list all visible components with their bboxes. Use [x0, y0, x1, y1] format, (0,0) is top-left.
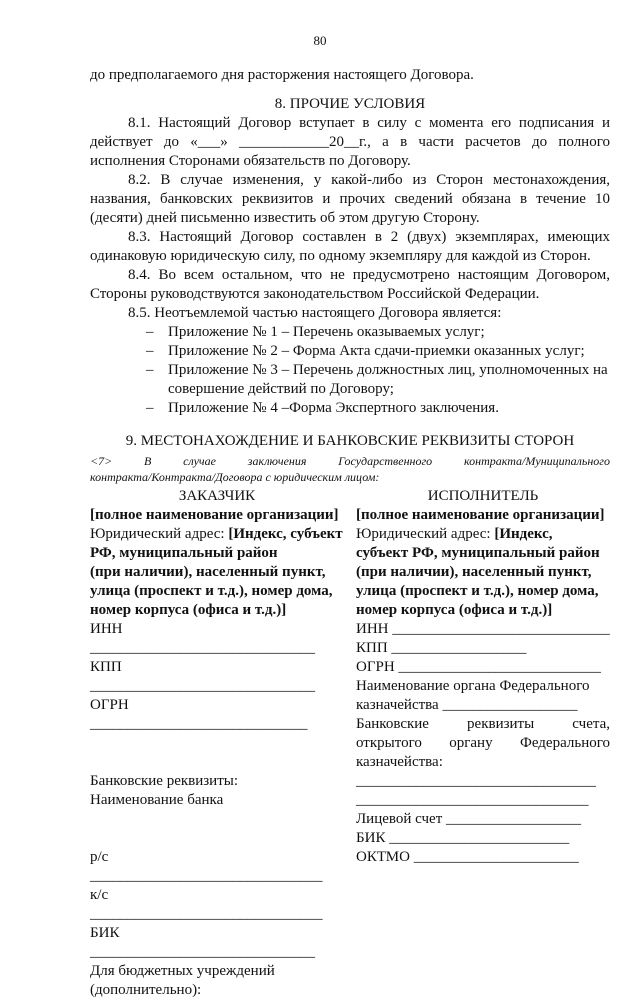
contractor-kpp: КПП __________________ [356, 640, 527, 656]
appendix-item: – Приложение № 2 – Форма Акта сдачи-приемки оказанных услуг; [146, 342, 610, 361]
clause-8-3: 8.3. Настоящий Договор составлен в 2 (двух) экземплярах, имеющих одинаковую юридическую силу, по одному экземпляру для каждой из Сторон. [90, 229, 610, 264]
contractor-treasury: казначейства __________________ [356, 697, 578, 713]
appendix-item: – Приложение № 1 – Перечень оказываемых услуг; [146, 323, 610, 342]
customer-inn: ИНН ______________________________ [90, 621, 315, 656]
section-8-title: 8. ПРОЧИЕ УСЛОВИЯ [274, 96, 426, 112]
customer-bank-label: Банковские реквизиты: [90, 773, 239, 789]
address-label: Юридический адрес: [356, 526, 495, 542]
customer-bank-name: Наименование банка [90, 792, 224, 808]
contractor-column [356, 487, 610, 1000]
contractor-bank-label: казначейства: [356, 754, 443, 770]
customer-ogrn: ОГРН _____________________________ [90, 697, 308, 732]
contractor-heading: ИСПОЛНИТЕЛЬ [427, 488, 539, 504]
contractor-bik: БИК ________________________ [356, 830, 570, 846]
clause-8-1: 8.1. Настоящий Договор вступает в силу с момента его подписания и действует до «___» ____________20__г., а в части расчетов до полного исполнения Сторонами обязательств по Договору. [90, 115, 610, 169]
customer-budget-note: (дополнительно): [90, 982, 202, 998]
contractor-treasury: Наименование органа Федерального [356, 678, 590, 694]
spacer [90, 810, 344, 848]
page-number: 80 [313, 33, 327, 48]
contractor-bank-label: Банковские реквизиты счета, [356, 716, 610, 732]
address-value: (при наличии), населенный пункт, [90, 564, 326, 580]
customer-rs: р/с _______________________________ [90, 849, 323, 884]
customer-address [90, 525, 344, 544]
customer-column [90, 487, 344, 1000]
customer-org-name: [полное наименование организации] [90, 507, 339, 523]
address-value: [Индекс, субъект [228, 526, 343, 542]
customer-budget-note: Для бюджетных учреждений [90, 963, 275, 979]
contractor-blank-line: ________________________________ [356, 773, 596, 789]
address-value: РФ, муниципальный район [90, 545, 278, 561]
address-value: улица (проспект и т.д.), номер дома, [356, 583, 599, 599]
contractor-oktmo: ОКТМО ______________________ [356, 849, 579, 865]
appendix-item: – Приложение № 4 –Форма Экспертного заключения. [146, 399, 610, 418]
clause-8-4: 8.4. Во всем остальном, что не предусмотрено настоящим Договором, Стороны руководствуются законодательством Российской Федерации. [90, 267, 610, 302]
contractor-ogrn: ОГРН ___________________________ [356, 659, 601, 675]
customer-bik: БИК ______________________________ [90, 925, 315, 960]
contractor-account: Лицевой счет __________________ [356, 811, 582, 827]
address-value: субъект РФ, муниципальный район [356, 545, 600, 561]
customer-heading: ЗАКАЗЧИК [178, 488, 256, 504]
appendix-item: – Приложение № 3 – Перечень должностных лиц, уполномоченных на совершение действий по Договору; [146, 361, 610, 399]
address-value: номер корпуса (офиса и т.д.)] [90, 602, 287, 618]
contractor-bank-label: открытого органу Федерального [356, 735, 610, 751]
address-value: улица (проспект и т.д.), номер дома, [90, 583, 333, 599]
contractor-address [356, 525, 610, 544]
address-label: Юридический адрес: [90, 526, 229, 542]
contractor-blank-line: _______________________________ [356, 792, 589, 808]
appendix-list [90, 323, 610, 418]
document-body [90, 66, 610, 1000]
clause-8-5: 8.5. Неотъемлемой частью настоящего Договора является: [128, 305, 502, 321]
requisites-columns [90, 487, 610, 1000]
address-value: [Индекс, [494, 526, 553, 542]
section-9-title: 9. МЕСТОНАХОЖДЕНИЕ И БАНКОВСКИЕ РЕКВИЗИТЫ СТОРОН [125, 433, 575, 449]
address-value: (при наличии), населенный пункт, [356, 564, 592, 580]
footnote-line-2: контракта/Контракта/Договора с юридическим лицом: [90, 470, 380, 484]
clause-8-2: 8.2. В случае изменения, у какой-либо из Сторон местонахождения, названия, банковских реквизитов и прочих сведений обязана в течение 10 (десяти) дней письменно известить об этом другую Сторону. [90, 172, 610, 226]
intro-line: до предполагаемого дня расторжения настоящего Договора. [90, 67, 474, 83]
customer-kpp: КПП ______________________________ [90, 659, 315, 694]
spacer [90, 734, 344, 772]
contractor-inn: ИНН _____________________________ [356, 621, 610, 637]
contractor-org-name: [полное наименование организации] [356, 507, 605, 523]
customer-ks: к/с _______________________________ [90, 887, 323, 922]
footnote-line-1: <7> В случае заключения Государственного контракта/Муниципального [90, 454, 610, 468]
address-value: номер корпуса (офиса и т.д.)] [356, 602, 553, 618]
